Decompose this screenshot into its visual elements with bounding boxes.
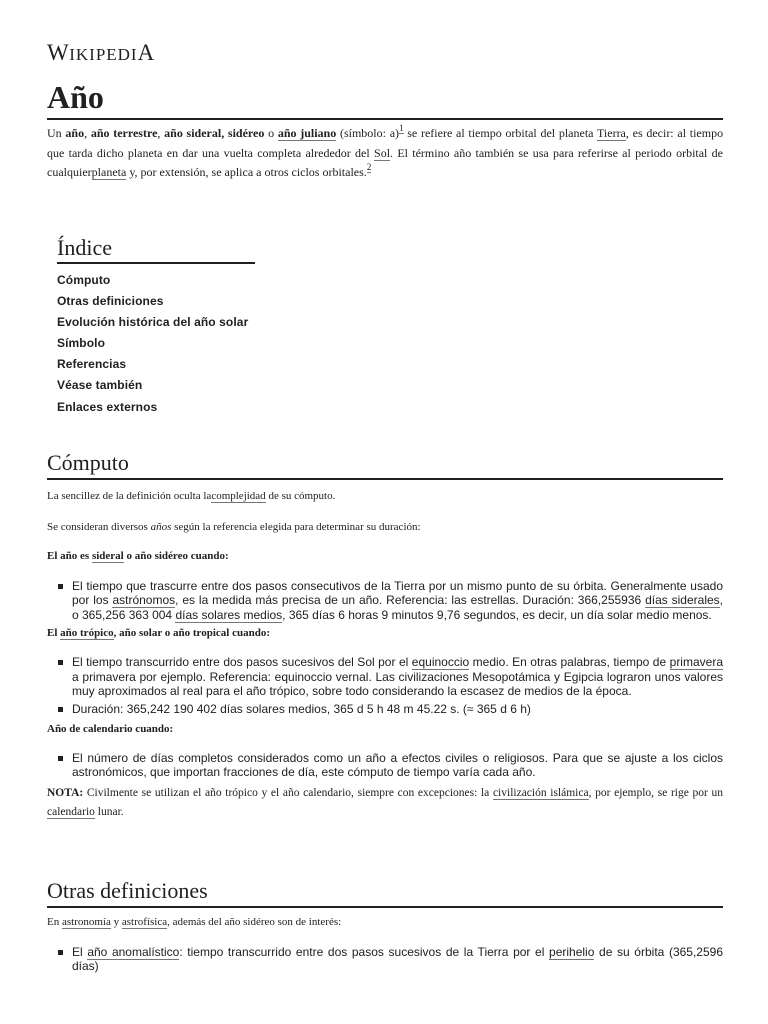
toc-item[interactable]: Enlaces externos [57, 399, 158, 414]
toc-item[interactable]: Cómputo [57, 273, 111, 287]
section-heading-computo: Cómputo [47, 450, 723, 480]
toc-item[interactable]: Símbolo [57, 336, 106, 351]
toc-item[interactable]: Véase también [57, 378, 143, 393]
link-sol[interactable]: Sol [374, 145, 391, 160]
nota-paragraph: NOTA: Civilmente se utilizan el año trópico y el año calendario, siempre con excepciones: la civilización islámica, por ejemplo, se rige por un calendario lunar. [47, 786, 723, 819]
link-equinoccio[interactable]: equinoccio [411, 655, 470, 670]
subheading-tropico: El año trópico, año solar o año tropical cuando: [47, 627, 271, 640]
link-astrofisica[interactable]: astrofísica [121, 916, 168, 928]
toc-item[interactable]: Otras definiciones [57, 294, 164, 309]
toc-heading: Índice [57, 235, 255, 264]
intro-paragraph: Un año, año terrestre, año sideral, sidéreo o año juliano (símbolo: a)$^1$ se refiere al tiempo orbital del planeta Tierra, es decir: al tiempo que tarda dicho planeta en dar una vuelta completa alrededor del Sol. El término año también se usa para referirse al periodo orbital de cualquierplaneta y, por extensión, se aplica a otros ciclos orbitales.$^2$ [47, 123, 724, 179]
list-item: El tiempo transcurrido entre dos pasos sucesivos del Sol por el equinoccio medio. En otras palabras, tiempo de primavera a primavera por ejemplo. Referencia: equinoccio vernal. Las civilizaciones Mesopotámica y Egipcia lograron unos valores muy aproximados al real para el año trópico, sobre todo considerando la escasez de medios de la época. [72, 655, 723, 699]
list-item: El año anomalístico: tiempo transcurrido entre dos pasos sucesivos de la Tierra por el perihelio de su órbita (365,2596 días) [72, 944, 724, 973]
section-otras [47, 913, 723, 977]
link-primavera[interactable]: primavera [669, 655, 723, 670]
section-computo [47, 487, 723, 823]
link-ano-tropico[interactable]: año trópico [60, 627, 114, 640]
toc-item[interactable]: Referencias [57, 357, 127, 372]
page-title: Año [47, 79, 723, 120]
link-dias-solares-medios[interactable]: días solares medios [175, 607, 283, 622]
ref-1[interactable]: 1 [399, 123, 404, 133]
list-item: Duración: 365,242 190 402 días solares medios, 365 d 5 h 48 m 45.22 s. (≈ 365 d 6 h) [72, 702, 723, 716]
toc-item[interactable]: Evolución histórica del año solar [57, 315, 249, 330]
link-astronomia[interactable]: astronomía [61, 916, 111, 928]
link-sideral[interactable]: sideral [91, 550, 124, 562]
link-ano-juliano[interactable]: año juliano [277, 126, 337, 140]
subheading-sideral: El año es sideral o año sidéreo cuando: [47, 550, 229, 562]
computo-paragraph-2: Se consideran diversos años según la referencia elegida para determinar su duración: [47, 520, 421, 533]
wikipedia-logo[interactable] [47, 40, 155, 66]
logo-letter-last: A [137, 40, 155, 65]
link-ano-anomalistico[interactable]: año anomalístico [87, 944, 180, 959]
list-item: El tiempo que trascurre entre dos pasos consecutivos de la Tierra por un mismo punto de su órbita. Generalmente usado por los astrónomos, es la medida más precisa de un año. Referencia: las estrellas. Duración: 366,255936 días siderales, o 365,256 363 004 días solares medios, 365 días 6 horas 9 minutos 9,76 segundos, es decir, un día solar medio menos. [72, 579, 724, 622]
computo-paragraph-1: La sencillez de la definición oculta lacomplejidad de su cómputo. [47, 490, 336, 502]
link-planeta[interactable]: planeta [91, 165, 127, 179]
link-dias-siderales[interactable]: días siderales [645, 593, 720, 608]
otras-paragraph: En astronomía y astrofísica, además del año sidéreo son de interés: [47, 916, 342, 928]
table-of-contents [57, 235, 307, 418]
link-tierra[interactable]: Tierra [597, 126, 626, 140]
list-item: El número de días completos considerados como un año a efectos civiles o religiosos. Para que se ajuste a los ciclos astronómicos, que importan fracciones de día, este cómputo de tiempo varía cada año. [72, 750, 723, 780]
ref-2[interactable]: 2 [366, 162, 372, 172]
link-perihelio[interactable]: perihelio [549, 944, 595, 959]
link-calendario[interactable]: calendario [47, 806, 95, 819]
link-complejidad[interactable]: complejidad [211, 490, 266, 502]
link-civilizacion-islamica[interactable]: civilización islámica [492, 786, 589, 799]
section-heading-otras: Otras definiciones [47, 878, 723, 908]
logo-letters-middle: IKIPEDI [69, 45, 138, 64]
logo-letter-first: W [47, 40, 70, 65]
link-astronomos[interactable]: astrónomos [112, 593, 176, 608]
subheading-calendario: Año de calendario cuando: [47, 722, 174, 735]
